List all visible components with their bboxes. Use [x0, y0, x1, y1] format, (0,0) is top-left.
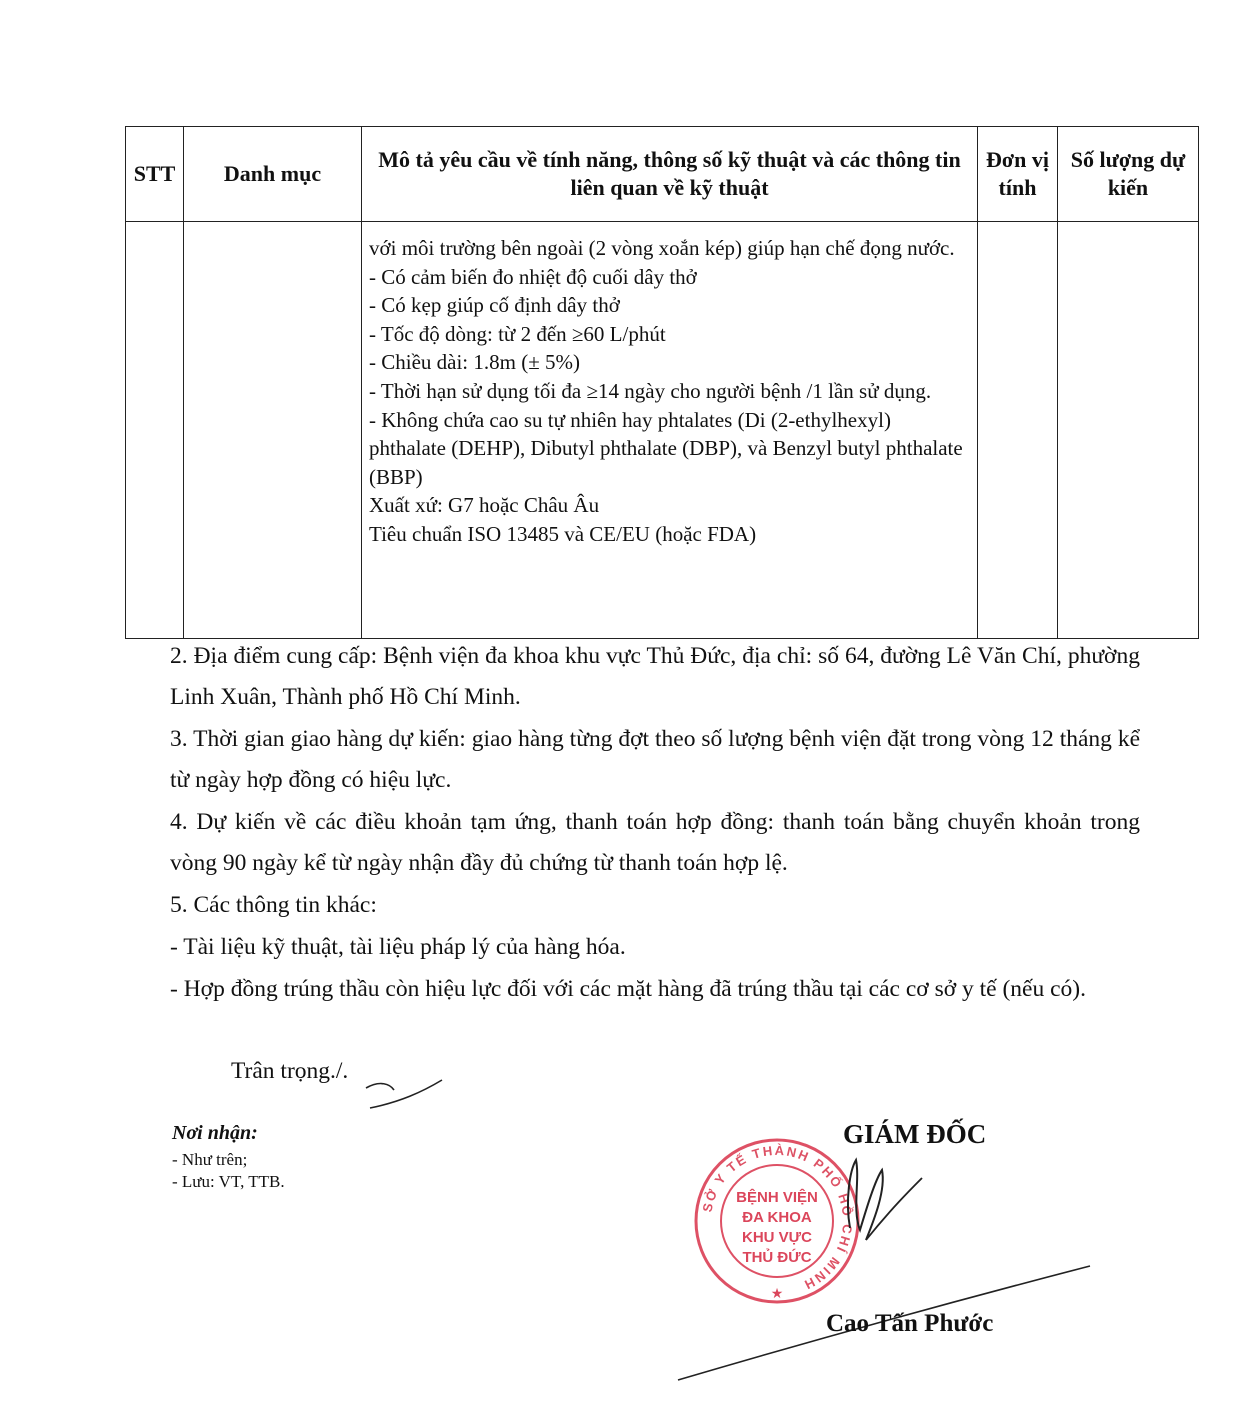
star-icon: ★ — [770, 1287, 784, 1302]
description-line: - Có cảm biến đo nhiệt độ cuối dây thở — [369, 264, 697, 289]
stamp-line: ĐA KHOA — [742, 1209, 812, 1226]
bullet-valid-contracts: - Hợp đồng trúng thầu còn hiệu lực đối với các mặt hàng đã trúng thầu tại các cơ sở y tế (nếu có). — [170, 976, 1086, 1002]
technical-spec-table — [125, 126, 1199, 639]
description-line: Xuất xứ: G7 hoặc Châu Âu — [369, 493, 600, 518]
description-line: - Thời hạn sử dụng tối đa ≥14 ngày cho người bệnh /1 lần sử dụng. — [369, 378, 932, 403]
recipient-item: - Lưu: VT, TTB. — [172, 1172, 285, 1191]
signer-title: GIÁM ĐỐC — [843, 1119, 987, 1149]
cell-unit — [978, 222, 1058, 639]
header-unit: Đơn vị tính — [978, 127, 1058, 222]
stamp-line: BỆNH VIỆN — [736, 1189, 818, 1206]
header-category: Danh mục — [184, 127, 362, 222]
description-line: - Tốc độ dòng: từ 2 đến ≥60 L/phút — [369, 321, 666, 346]
signer-name: Cao Tấn Phước — [826, 1310, 994, 1337]
paragraph-payment-terms: 4. Dự kiến về các điều khoản tạm ứng, thanh toán hợp đồng: thanh toán bằng chuyển khoản trong vòng 90 ngày kể từ ngày nhận đầy đủ chứng từ thanh toán hợp lệ. — [170, 809, 1140, 876]
description-line: Tiêu chuẩn ISO 13485 và CE/EU (hoặc FDA) — [369, 521, 757, 546]
paragraph-other-info: 5. Các thông tin khác: — [170, 892, 377, 918]
paragraph-delivery-location: 2. Địa điểm cung cấp: Bệnh viện đa khoa khu vực Thủ Đức, địa chỉ: số 64, đường Lê Văn Chí, phường Linh Xuân, Thành phố Hồ Chí Minh. — [170, 643, 1140, 710]
cell-quantity — [1058, 222, 1199, 639]
cell-category — [184, 222, 362, 639]
table-row — [126, 222, 1199, 639]
handwritten-signature — [660, 1060, 1120, 1400]
stamp-outer-text: SỞ Y TẾ THÀNH PHỐ HỒ CHÍ MINH — [699, 1142, 856, 1294]
stamp-line: KHU VỰC — [742, 1229, 812, 1246]
description-line: - Chiều dài: 1.8m (± 5%) — [369, 350, 580, 375]
closing-flourish — [360, 1074, 450, 1114]
description-line: với môi trường bên ngoài (2 vòng xoắn kép) giúp hạn chế đọng nước. — [369, 236, 955, 260]
cell-description — [362, 222, 978, 639]
paragraph-delivery-time: 3. Thời gian giao hàng dự kiến: giao hàng từng đợt theo số lượng bệnh viện đặt trong vòng 12 tháng kể từ ngày hợp đồng có hiệu lực. — [170, 726, 1140, 793]
stamp-line: THỦ ĐỨC — [742, 1249, 812, 1266]
recipients-title: Nơi nhận: — [172, 1122, 258, 1144]
description-line: - Có kẹp giúp cố định dây thở — [369, 293, 620, 318]
header-description: Mô tả yêu cầu về tính năng, thông số kỹ thuật và các thông tin liên quan về kỹ thuật — [362, 127, 978, 222]
header-stt: STT — [126, 127, 184, 222]
cell-stt — [126, 222, 184, 639]
closing-text: Trân trọng./. — [231, 1058, 349, 1084]
recipient-item: - Như trên; — [172, 1150, 248, 1169]
bullet-technical-docs: - Tài liệu kỹ thuật, tài liệu pháp lý của hàng hóa. — [170, 934, 626, 960]
header-quantity: Số lượng dự kiến — [1058, 127, 1199, 222]
description-line: - Không chứa cao su tự nhiên hay phtalates (Di (2-ethylhexyl) phthalate (DEHP), Dibutyl phthalate (DBP), và Benzyl butyl phthalate (BBP) — [369, 407, 963, 489]
